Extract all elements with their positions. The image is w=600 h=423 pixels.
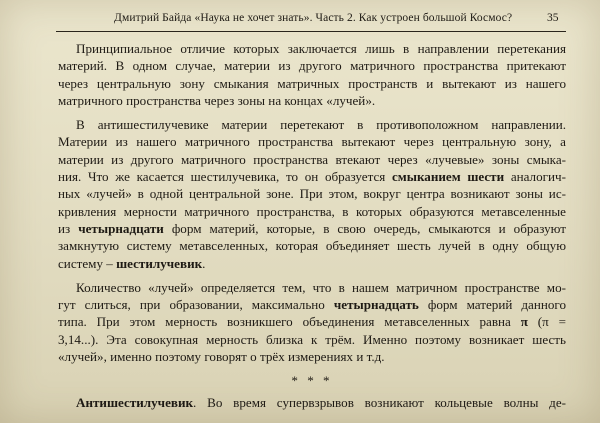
text-run: ния. Что же касается шестилучевика, то он образуется (58, 169, 392, 185)
bold-term: смыканием шести (391, 169, 505, 185)
text-run: «лучей», именно поэтому говорят о трёх измерениях и т.д. (58, 349, 385, 365)
text-run: матричного пространства через зоны на концах «лучей». (58, 92, 376, 108)
text-line (58, 40, 566, 57)
text-line (58, 75, 566, 92)
text-run: кривления мерности матричного пространства, в которых образуются метавселенные (58, 203, 566, 219)
text-line (58, 116, 566, 133)
text-line (58, 220, 566, 237)
bold-term: π (520, 314, 528, 330)
page-number: 35 (547, 12, 559, 24)
paragraph (58, 394, 566, 411)
text-line (58, 237, 566, 254)
bold-term: шестилучевик (116, 255, 203, 271)
text-run: 3,14...). Эта совокупная мерность близка к трём. Именно поэтому возникает шесть (58, 331, 566, 347)
text-line (58, 151, 566, 168)
text-line (58, 168, 566, 185)
paragraph (58, 116, 566, 272)
text-run: через центральную зону смыкания матричных пространств и вытекают из нашего (58, 75, 566, 91)
text-run: Материи из нашего матричного пространства вытекают через центральную зону, а (58, 134, 566, 150)
text-run: форм материй данного (418, 297, 566, 313)
paragraph (58, 279, 566, 365)
text-line (58, 133, 566, 150)
text-line (58, 57, 566, 74)
text-line (58, 185, 566, 202)
text-run: ных «лучей» в одной центральной зоне. При этом, вокруг центра возникают зоны ис- (58, 186, 566, 202)
bold-term: четырнадцати (78, 220, 164, 236)
text-line (58, 296, 566, 313)
text-run: . (202, 255, 206, 271)
text-line (58, 255, 566, 272)
text-run: В антишестилучевике материи перетекают в противоположном направлении. (76, 117, 566, 133)
text-run: аналогич- (504, 169, 566, 185)
text-run: (π = (527, 314, 566, 330)
header-rule (56, 31, 566, 32)
body-text (58, 40, 566, 411)
text-run: материй. В одном случае, материи из другого матричного пространства притекают (58, 58, 566, 74)
paragraph (58, 40, 566, 109)
text-run: материи из другого матричного пространства втекают через «лучевые» зоны смыка- (58, 151, 566, 167)
text-run: замкнутую систему метавселенных, которая объединяет шесть лучей в одну общую (58, 238, 566, 254)
text-run: систему – (58, 255, 117, 271)
text-line (58, 348, 566, 365)
text-run: из (58, 220, 79, 236)
section-separator: * * * (291, 373, 333, 389)
text-run: типа. При этом мерность возникшего объединения метавселенных равна (58, 314, 521, 330)
text-run: гут слиться, при образовании, максимально (58, 297, 334, 313)
text-line (58, 331, 566, 348)
bold-term: четырнадцать (333, 297, 419, 313)
text-run: . Во время супервзрывов возникают кольцевые волны де- (193, 394, 566, 410)
text-line (58, 203, 566, 220)
running-header (0, 12, 600, 30)
header-title: Дмитрий Байда «Наука не хочет знать». Часть 2. Как устроен большой Космос? (114, 12, 513, 24)
text-line (58, 279, 566, 296)
bold-term: Антишестилучевик (76, 394, 194, 410)
text-line (58, 92, 566, 109)
text-run: Количество «лучей» определяется тем, что в нашем матричном пространстве мо- (76, 279, 566, 295)
text-line (58, 394, 566, 411)
text-line (58, 313, 566, 330)
text-run: форм материй, которые, в свою очередь, смыкаются и образуют (163, 220, 566, 236)
text-run: Принципиальное отличие которых заключается лишь в направлении перетекания (76, 41, 566, 56)
